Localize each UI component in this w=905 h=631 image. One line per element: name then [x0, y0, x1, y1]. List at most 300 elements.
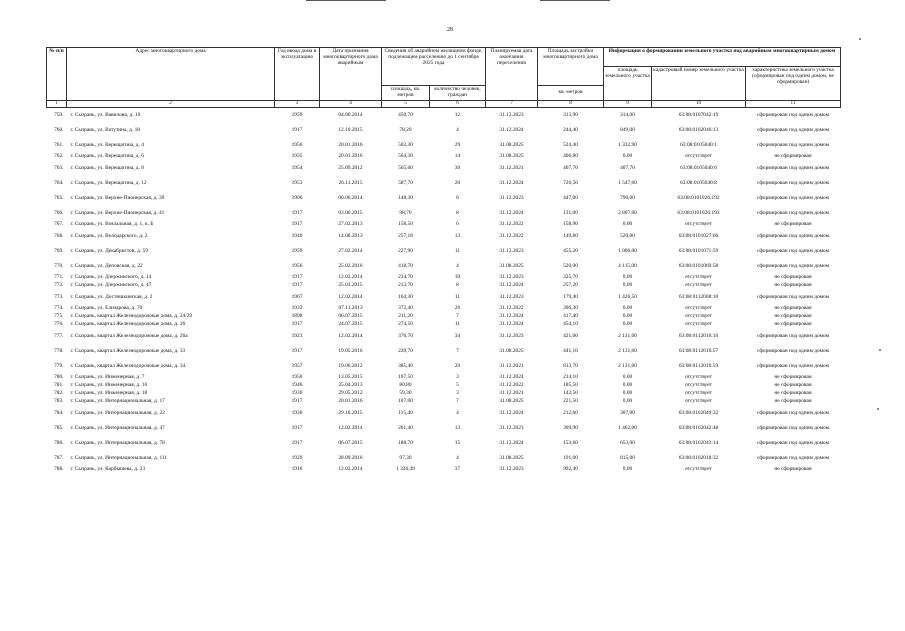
emergency-date-cell: 19.06.2012 — [338, 362, 363, 369]
cadastral-number-cell: 63:08:0112016:10 — [678, 332, 719, 339]
land-area-cell: 407,70 — [620, 164, 635, 171]
land-area-cell: 1 006,00 — [618, 247, 637, 254]
scan-edge-mark — [306, 0, 386, 1]
land-status-cell: не сформирован — [774, 398, 812, 405]
end-date-cell: 31.12.2024 — [499, 313, 524, 320]
people-cell: 7 — [456, 313, 459, 320]
header-group-land-plot: Информация о формировании земельного участка под аварийным многоквартирным домом — [604, 48, 841, 67]
year-cell: 1917 — [291, 209, 303, 216]
land-status-cell: не сформирован — [774, 221, 812, 228]
end-date-cell: 31.12.2023 — [499, 332, 524, 339]
table-body — [47, 108, 841, 475]
row-number: 776. — [54, 321, 64, 328]
cadastral-number-cell: отсутствует — [685, 221, 712, 228]
area-cell: 98,70 — [399, 209, 412, 216]
emergency-date-cell: 14.08.2013 — [338, 232, 363, 239]
building-area-cell: 396,30 — [563, 305, 578, 312]
emergency-date-cell: 25.03.2015 — [338, 282, 363, 289]
table-row — [47, 374, 841, 382]
people-cell: 20 — [454, 362, 461, 369]
land-area-cell: 0,00 — [622, 282, 633, 289]
building-area-cell: 142,50 — [563, 390, 578, 397]
row-number: 778. — [54, 347, 64, 354]
address-cell: г. Сызрань, ул. Интернациональная, д. 111 — [70, 454, 168, 461]
land-area-cell: 0,00 — [622, 274, 633, 281]
row-number: 759. — [54, 111, 64, 118]
year-cell: 1956 — [291, 262, 303, 269]
address-cell: г. Сызрань, ул. Елизарова, д. 70 — [70, 305, 143, 312]
emergency-date-cell: 12.02.2014 — [338, 293, 363, 300]
building-area-cell: 407,70 — [563, 164, 578, 171]
year-cell: 1967 — [291, 293, 303, 300]
cadastral-number-cell: отсутствует — [685, 466, 712, 473]
year-cell: 1950 — [291, 374, 303, 381]
table-row — [47, 123, 841, 138]
row-number: 766. — [54, 209, 64, 216]
address-cell: г. Сызрань, ул. Инженерная, д. 18 — [70, 390, 148, 397]
land-status-cell: не сформирован — [774, 274, 812, 281]
emergency-date-cell: 24.07.2015 — [338, 321, 363, 328]
address-cell: г. Сызрань, ул. Инженерная, д. 7 — [70, 374, 145, 381]
end-date-cell: 31.12.2022 — [499, 221, 524, 228]
people-cell: 11 — [454, 321, 461, 328]
cadastral-number-cell: 63:08:0112008:10 — [678, 293, 719, 300]
emergency-date-cell: 20.01.2016 — [338, 141, 363, 148]
address-cell: г. Сызрань, ул. Володарского, д. 2 — [70, 232, 148, 239]
area-cell: 107,50 — [398, 374, 413, 381]
address-cell: г. Сызрань, ул. Дзержинского, д. 47 — [70, 282, 152, 289]
land-status-cell: сформирован под одним домом — [756, 209, 830, 216]
end-date-cell: 31.12.2024 — [499, 374, 524, 381]
year-cell: 1954 — [291, 164, 303, 171]
people-cell: 4 — [456, 126, 459, 133]
people-cell: 37 — [454, 466, 461, 473]
cadastral-number-cell: 63:08:0105040:6 — [680, 164, 717, 171]
area-cell: 418,70 — [398, 262, 413, 269]
address-cell: г. Сызрань, ул. Декабристов, д. 59 — [70, 247, 148, 254]
area-cell: 213,70 — [398, 282, 413, 289]
table-row — [47, 436, 841, 451]
land-status-cell: не сформирован — [774, 466, 812, 473]
emergency-date-cell: 06.07.2015 — [338, 313, 363, 320]
building-area-cell: 149,80 — [563, 232, 578, 239]
table-row — [47, 221, 841, 229]
row-number: 765. — [54, 194, 64, 201]
row-number: 784. — [54, 409, 64, 416]
area-cell: 564,30 — [398, 153, 413, 160]
column-number: 11 — [746, 101, 841, 108]
table-row — [47, 229, 841, 244]
table-row — [47, 206, 841, 221]
scan-edge-mark — [540, 0, 610, 1]
people-cell: 29 — [454, 141, 461, 148]
building-area-cell: 441,10 — [563, 347, 578, 354]
year-cell: 1917 — [291, 126, 303, 133]
address-cell: г. Сызрань, квартал Железнодорожные дома, д. 26 — [70, 321, 186, 328]
land-status-cell: сформирован под одним домом — [756, 194, 830, 201]
table-row — [47, 244, 841, 259]
row-number: 760. — [54, 126, 64, 133]
header-address: Адрес многоквартирного дома — [67, 48, 275, 101]
building-area-cell: 212,60 — [563, 409, 578, 416]
cadastral-number-cell: отсутствует — [685, 274, 712, 281]
land-area-cell: 4 115,00 — [618, 262, 637, 269]
land-status-cell: сформирован под одним домом — [756, 347, 830, 354]
building-area-cell: 421,00 — [563, 332, 578, 339]
area-cell: 220,70 — [398, 347, 413, 354]
cadastral-number-cell: 63:08:0112016:57 — [678, 347, 719, 354]
header-building-area: Площадь застройки многоквартирного дома — [538, 48, 604, 86]
emergency-date-cell: 25.02.2016 — [338, 262, 363, 269]
area-cell: 227,90 — [398, 247, 413, 254]
address-cell: г. Сызрань, ул. Карбышева, д. 23 — [70, 466, 146, 473]
cadastral-number-cell: 63:08:0102043:14 — [678, 439, 719, 446]
land-area-cell: 0,00 — [622, 313, 633, 320]
people-cell: 20 — [454, 179, 461, 186]
area-cell: 274,50 — [398, 321, 413, 328]
people-cell: 6 — [456, 194, 459, 201]
emergency-date-cell: 20.01.2016 — [338, 153, 363, 160]
end-date-cell: 31.08.2025 — [499, 141, 524, 148]
building-area-cell: 131,00 — [563, 209, 578, 216]
cadastral-number-cell: отсутствует — [685, 398, 712, 405]
row-number: 781. — [54, 382, 64, 389]
area-cell: 148,30 — [398, 194, 413, 201]
emergency-date-cell: 12.02.2014 — [338, 274, 363, 281]
people-cell: 6 — [456, 221, 459, 228]
cadastral-number-cell: 63:08:0102049:32 — [678, 409, 719, 416]
land-status-cell: сформирован под одним домом — [756, 164, 830, 171]
end-date-cell: 31.12.2021 — [499, 390, 524, 397]
table-row — [47, 398, 841, 406]
land-area-cell: 815,00 — [620, 454, 635, 461]
land-area-cell: 307,00 — [620, 409, 635, 416]
land-status-cell: сформирован под одним домом — [756, 179, 830, 186]
end-date-cell: 31.12.2024 — [499, 179, 524, 186]
year-cell: 1946 — [291, 382, 303, 389]
page-number: 28 — [447, 27, 453, 33]
emergency-date-cell: 12.02.2014 — [338, 424, 363, 431]
area-cell: 234,70 — [398, 274, 413, 281]
building-area-cell: 369,90 — [563, 424, 578, 431]
building-area-cell: 185,50 — [563, 382, 578, 389]
end-date-cell: 31.08.2025 — [499, 347, 524, 354]
table-row — [47, 108, 841, 124]
row-number: 771. — [54, 274, 64, 281]
land-area-cell: 653,00 — [620, 439, 635, 446]
address-cell: г. Сызрань, квартал Железнодорожные дома, д. 24/29 — [70, 313, 193, 320]
land-status-cell: не сформирован — [774, 153, 812, 160]
row-number: 772. — [54, 282, 64, 289]
year-cell: 1923 — [291, 332, 303, 339]
emergency-date-cell: 26.11.2015 — [338, 179, 363, 186]
year-cell: 1917 — [291, 321, 303, 328]
year-cell: 1917 — [291, 398, 303, 405]
row-number: 769. — [54, 247, 64, 254]
people-cell: 26 — [454, 305, 461, 312]
year-cell: 1940 — [291, 232, 303, 239]
cadastral-number-cell: 63:08:0105040:8 — [680, 179, 717, 186]
address-cell: г. Сызрань, ул. Интернациональная, д. 22 — [70, 409, 165, 416]
header-land-area: площадь земельного участка — [604, 67, 652, 101]
land-area-cell: 1 332,90 — [618, 141, 637, 148]
land-area-cell: 0,00 — [622, 305, 633, 312]
end-date-cell: 31.12.2023 — [499, 194, 524, 201]
row-number: 773. — [54, 293, 64, 300]
table-row — [47, 406, 841, 421]
cadastral-number-cell: отсутствует — [685, 382, 712, 389]
building-area-cell: 179,40 — [563, 293, 578, 300]
cadastral-number-cell: отсутствует — [685, 313, 712, 320]
column-number: 4 — [320, 101, 382, 108]
cadastral-number-cell: 63:08:0112016:59 — [678, 362, 719, 369]
building-area-cell: 214,10 — [563, 374, 578, 381]
row-number: 774. — [54, 305, 64, 312]
address-cell: г. Сызрань, ул. Интернациональная, д. 47 — [70, 424, 165, 431]
year-cell: 1917 — [291, 221, 303, 228]
land-status-cell: сформирован под одним домом — [756, 111, 830, 118]
building-area-cell: 406,80 — [563, 153, 578, 160]
building-area-cell: 325,70 — [563, 274, 578, 281]
building-area-cell: 244,40 — [563, 126, 578, 133]
address-cell: г. Сызрань, ул. Верещагина, д. 8 — [70, 164, 144, 171]
people-cell: 7 — [456, 347, 459, 354]
area-cell: 211,20 — [398, 313, 413, 320]
row-number: 785. — [54, 424, 64, 431]
year-cell: 1898 — [291, 313, 303, 320]
year-cell: 1933 — [291, 305, 303, 312]
table-row — [47, 161, 841, 176]
end-date-cell: 31.12.2022 — [499, 232, 524, 239]
header-land-characteristic: характеристика земельного участка (сформирован под одним домом, не сформирован) — [746, 67, 841, 101]
column-number: 7 — [486, 101, 538, 108]
header-area-sqm: площадь, кв. метров — [382, 86, 430, 101]
emergency-date-cell: 06.06.2014 — [338, 194, 363, 201]
end-date-cell: 31.12.2022 — [499, 305, 524, 312]
end-date-cell: 31.12.2024 — [499, 126, 524, 133]
address-cell: г. Сызрань, ул. Верхне-Пионерская, д. 41 — [70, 209, 165, 216]
year-cell: 1917 — [291, 274, 303, 281]
header-row-number: № п/п — [47, 48, 67, 101]
year-cell: 1917 — [291, 347, 303, 354]
building-area-cell: 524,40 — [563, 141, 578, 148]
land-status-cell: сформирован под одним домом — [756, 362, 830, 369]
land-status-cell: сформирован под одним домом — [756, 262, 830, 269]
column-number: 8 — [538, 101, 604, 108]
building-area-cell: 191,00 — [563, 454, 578, 461]
address-cell: г. Сызрань, ул. Интернациональная, д. 17 — [70, 398, 165, 405]
emergency-date-cell: 25.04.2013 — [338, 382, 363, 389]
land-area-cell: 2 131,00 — [618, 362, 637, 369]
end-date-cell: 31.12.2023 — [499, 111, 524, 118]
people-cell: 34 — [454, 332, 461, 339]
end-date-cell: 31.12.2024 — [499, 282, 524, 289]
row-number: 780. — [54, 374, 64, 381]
land-status-cell: не сформирован — [774, 374, 812, 381]
emergency-date-cell: 29.10.2015 — [338, 409, 363, 416]
address-cell: г. Сызрань, ул. Достишкинская, д. 2 — [70, 293, 153, 300]
emergency-date-cell: 29.05.2012 — [338, 390, 363, 397]
end-date-cell: 31.12.2023 — [499, 247, 524, 254]
people-cell: 4 — [456, 262, 459, 269]
end-date-cell: 31.08.2025 — [499, 262, 524, 269]
table-row — [47, 329, 841, 344]
end-date-cell: 31.08.2025 — [499, 153, 524, 160]
end-date-cell: 31.12.2023 — [499, 293, 524, 300]
header-emergency-date: Дата признания многоквартирного дома аварийным — [320, 48, 382, 101]
table-row — [47, 176, 841, 191]
emergency-date-cell: 13.05.2015 — [338, 374, 363, 381]
people-cell: 13 — [454, 232, 461, 239]
row-number: 786. — [54, 439, 64, 446]
address-cell: г. Сызрань, ул. Верхне-Пионерская, д. 39 — [70, 194, 165, 201]
area-cell: 97,30 — [399, 454, 412, 461]
year-cell: 1929 — [291, 454, 303, 461]
row-number: 767. — [54, 221, 64, 228]
table-row — [47, 305, 841, 313]
table-row — [47, 138, 841, 153]
building-area-cell: 455,20 — [563, 247, 578, 254]
row-number: 768. — [54, 232, 64, 239]
land-area-cell: 0,00 — [622, 382, 633, 389]
column-number: 2 — [67, 101, 275, 108]
address-cell: г. Сызрань, ул. Интернациональная, д. 78 — [70, 439, 165, 446]
land-status-cell: сформирован под одним домом — [756, 409, 830, 416]
cadastral-number-cell: 63:08:0101026:192 — [677, 194, 720, 201]
land-status-cell: сформирован под одним домом — [756, 232, 830, 239]
table-row — [47, 359, 841, 374]
area-cell: 372,40 — [398, 305, 413, 312]
year-cell: 1930 — [291, 390, 303, 397]
column-number: 3 — [275, 101, 320, 108]
table-row — [47, 421, 841, 436]
column-number: 6 — [430, 101, 486, 108]
cadastral-number-cell: отсутствует — [685, 321, 712, 328]
cadastral-number-cell: 63:08:0101069:58 — [678, 262, 719, 269]
row-number: 779. — [54, 362, 64, 369]
header-people-count: количество человек, граждан — [430, 86, 486, 101]
land-area-cell: 849,00 — [620, 126, 635, 133]
year-cell: 1935 — [291, 153, 303, 160]
area-cell: 261,40 — [398, 424, 413, 431]
table-row — [47, 451, 841, 466]
column-number: 9 — [604, 101, 652, 108]
scan-dust-mark — [877, 408, 879, 410]
emergency-date-cell: 28.09.2016 — [338, 454, 363, 461]
people-cell: 14 — [454, 153, 461, 160]
cadastral-number-cell: 63:08:0101026:193 — [677, 209, 720, 216]
land-area-cell: 1 547,00 — [618, 179, 637, 186]
area-cell: 1 326,49 — [396, 466, 415, 473]
land-area-cell: 0,00 — [622, 321, 633, 328]
row-number: 762. — [54, 153, 64, 160]
cadastral-number-cell: 63:08:0101071:59 — [678, 247, 719, 254]
column-number: 1 — [47, 101, 67, 108]
table-header — [47, 48, 841, 108]
address-cell: г. Сызрань, ул. Верещагина, д. 6 — [70, 153, 144, 160]
land-status-cell: не сформирован — [774, 390, 812, 397]
people-cell: 4 — [456, 409, 459, 416]
row-number: 777. — [54, 332, 64, 339]
area-cell: 78,20 — [399, 126, 412, 133]
emergency-date-cell: 20.01.2016 — [338, 398, 363, 405]
area-cell: 115,40 — [398, 409, 413, 416]
header-cadastral-number: кадастровый номер земельного участка — [652, 67, 746, 101]
emergency-date-cell: 12.02.2014 — [338, 332, 363, 339]
area-cell: 188,70 — [398, 439, 413, 446]
address-cell: г. Сызрань, ул. Верещагина, д. 4 — [70, 141, 144, 148]
people-cell: 30 — [454, 164, 461, 171]
year-cell: 1916 — [291, 466, 303, 473]
end-date-cell: 31.12.2024 — [499, 209, 524, 216]
people-cell: 11 — [454, 293, 461, 300]
end-date-cell: 31.12.2021 — [499, 164, 524, 171]
people-cell: 7 — [456, 398, 459, 405]
year-cell: 1956 — [291, 141, 303, 148]
row-number: 764. — [54, 179, 64, 186]
building-area-cell: 992,40 — [563, 466, 578, 473]
address-cell: г. Сызрань, ул. Инженерная, д. 16 — [70, 382, 148, 389]
column-number: 10 — [652, 101, 746, 108]
people-cell: 4 — [456, 454, 459, 461]
address-cell: г. Сызрань, ул. Вокзальная, д. 1, к. Б — [70, 221, 154, 228]
emergency-date-cell: 27.02.2014 — [338, 247, 363, 254]
land-status-cell: сформирован под одним домом — [756, 141, 830, 148]
row-number: 783. — [54, 398, 64, 405]
header-planned-end-date: Планируемая дата окончания переселения — [486, 48, 538, 101]
year-cell: 1959 — [291, 111, 303, 118]
area-cell: 59,30 — [399, 390, 412, 397]
table-row — [47, 274, 841, 282]
row-number: 788. — [54, 466, 64, 473]
area-cell: 107,00 — [398, 398, 413, 405]
building-area-cell: 257,20 — [563, 282, 578, 289]
table-row — [47, 382, 841, 390]
land-area-cell: 520,00 — [620, 232, 635, 239]
area-cell: 164,30 — [398, 293, 413, 300]
address-cell: г. Сызрань, квартал Железнодорожные дома, д. 34 — [70, 362, 186, 369]
year-cell: 1959 — [291, 247, 303, 254]
address-cell: г. Сызрань, квартал Железнодорожные дома, д. 26а — [70, 332, 188, 339]
area-cell: 158,50 — [398, 221, 413, 228]
land-area-cell: 0,00 — [622, 466, 633, 473]
year-cell: 1930 — [291, 409, 303, 416]
end-date-cell: 31.12.2024 — [499, 409, 524, 416]
address-cell: г. Сызрань, ул. Верещагина, д. 12 — [70, 179, 147, 186]
people-cell: 3 — [456, 374, 459, 381]
end-date-cell: 31.12.2022 — [499, 382, 524, 389]
people-cell: 8 — [456, 209, 459, 216]
land-area-cell: 0,00 — [622, 153, 633, 160]
area-cell: 502,30 — [398, 141, 413, 148]
land-status-cell: не сформирован — [774, 313, 812, 320]
emergency-date-cell: 12.02.2014 — [338, 466, 363, 473]
end-date-cell: 31.08.2025 — [499, 398, 524, 405]
land-status-cell: не сформирован — [774, 382, 812, 389]
area-cell: 376,70 — [398, 332, 413, 339]
cadastral-number-cell: 63:08:0102018:32 — [678, 454, 719, 461]
building-area-cell: 454,10 — [563, 321, 578, 328]
area-cell: 450,70 — [398, 111, 413, 118]
building-area-cell: 447,00 — [563, 194, 578, 201]
land-status-cell: не сформирован — [774, 282, 812, 289]
people-cell: 12 — [454, 111, 461, 118]
cadastral-number-cell: отсутствует — [685, 374, 712, 381]
row-number: 763. — [54, 164, 64, 171]
row-number: 770. — [54, 262, 64, 269]
emergency-date-cell: 27.02.2013 — [338, 221, 363, 228]
land-status-cell: сформирован под одним домом — [756, 439, 830, 446]
